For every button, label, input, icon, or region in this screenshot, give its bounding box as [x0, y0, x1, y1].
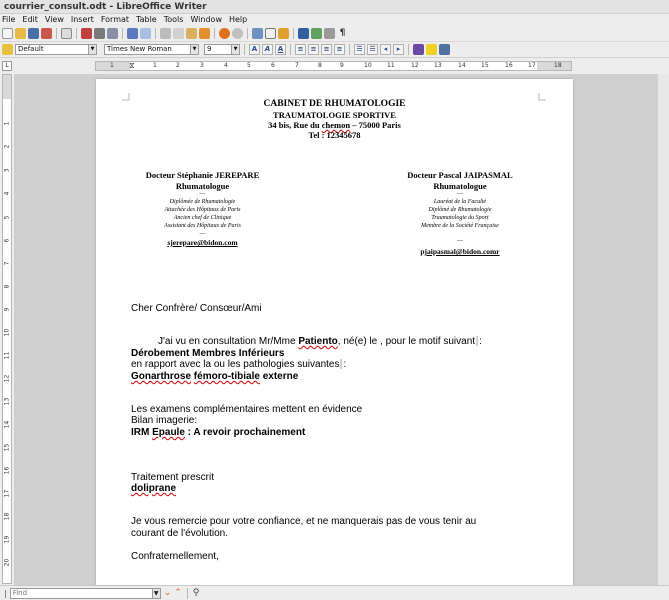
- gallery-icon[interactable]: [311, 28, 322, 39]
- doctor-right-title: Lauréat de la Faculté: [433, 199, 487, 205]
- doctor-left-dash: —: [199, 191, 206, 197]
- toolbar-separator: [56, 28, 57, 39]
- ruler-number: 1: [110, 62, 114, 69]
- doctor-left-specialty: Rhumatologue: [175, 181, 230, 191]
- address-prefix: 34 bis, Rue du: [268, 120, 322, 130]
- decrease-indent-icon[interactable]: ◂: [380, 44, 391, 55]
- ruler-number: 15: [481, 62, 489, 69]
- vertical-scrollbar[interactable]: [657, 74, 669, 585]
- formatting-toolbar: [0, 42, 669, 58]
- ruler-number: 6: [3, 238, 11, 243]
- ruler-number: 1: [3, 121, 11, 126]
- doctor-left-dash: —: [199, 231, 206, 237]
- doctor-right-email-link[interactable]: pjaipasmal@bidon.comr: [420, 247, 500, 256]
- horizontal-ruler[interactable]: [95, 61, 572, 71]
- ruler-number: 2: [176, 62, 180, 69]
- find-input[interactable]: [10, 588, 153, 599]
- autospell-icon[interactable]: [140, 28, 151, 39]
- thanks-line-1: Je vous remercie pour votre confiance, et ne manquerais pas de vous tenir au: [131, 516, 477, 527]
- ruler-number: 5: [3, 215, 11, 220]
- window-title: courrier_consult.odt - LibreOffice Writer: [4, 2, 207, 12]
- menu-file[interactable]: File: [2, 15, 16, 24]
- document-page[interactable]: [96, 79, 573, 585]
- letterhead-address: [96, 120, 573, 130]
- ruler-number: 8: [318, 62, 322, 69]
- doctor-right-email: [380, 247, 540, 256]
- export-icon[interactable]: [41, 28, 52, 39]
- ruler-number: 16: [3, 466, 11, 475]
- find-toolbar: [0, 585, 669, 600]
- address-street: chemon: [321, 120, 351, 130]
- pathology-word: fémoro-tibiale: [193, 371, 260, 382]
- ruler-number: 1: [153, 62, 157, 69]
- print-preview-icon[interactable]: [107, 28, 118, 39]
- toolbar-separator: [155, 28, 156, 39]
- ruler-number: 14: [458, 62, 466, 69]
- menu-insert[interactable]: Insert: [70, 15, 94, 24]
- font-name-select[interactable]: [104, 44, 199, 55]
- background-color-icon[interactable]: [439, 44, 450, 55]
- toolbar-separator: [247, 28, 248, 39]
- consultation-prefix: J'ai vu en consultation Mr/Mme: [158, 336, 299, 347]
- clone-format-icon[interactable]: [199, 28, 210, 39]
- ruler-number: 4: [224, 62, 228, 69]
- ruler-number: 12: [3, 374, 11, 383]
- toolbar-separator: [187, 588, 188, 599]
- toolbar-separator: [293, 28, 294, 39]
- imaging-line: Bilan imagerie:: [131, 415, 198, 426]
- ruler-number: 12: [411, 62, 419, 69]
- chevron-down-icon[interactable]: ▼: [231, 45, 239, 54]
- toolbar-separator: [244, 44, 245, 55]
- motif: Dérobement Membres Inférieurs: [131, 348, 285, 359]
- ruler-number: 6: [271, 62, 275, 69]
- font-size-select[interactable]: [204, 44, 240, 55]
- menu-table[interactable]: Table: [136, 15, 157, 24]
- doctor-right-specialty: Rhumatologue: [433, 181, 487, 191]
- styles-icon[interactable]: [2, 44, 13, 55]
- letterhead-phone: Tel : 12345678: [308, 130, 361, 140]
- doctor-left-title: Attachée des Hôpitaux de Paris: [164, 207, 241, 213]
- data-sources-icon[interactable]: [324, 28, 335, 39]
- align-center-icon[interactable]: ≡: [308, 44, 319, 55]
- consultation-line: [158, 336, 482, 347]
- find-replace-icon[interactable]: ⚲: [192, 588, 200, 598]
- doctor-right-dash: —: [457, 238, 463, 244]
- doctor-left-email-link[interactable]: sjerepare@bidon.com: [167, 238, 238, 247]
- ruler-number: 18: [554, 62, 562, 69]
- toolbar-separator: [408, 44, 409, 55]
- vertical-ruler[interactable]: [2, 74, 12, 584]
- save-icon[interactable]: [28, 28, 39, 39]
- doctor-right-name: Docteur Pascal JAIPASMAL: [407, 170, 513, 180]
- toolbar-separator: [76, 28, 77, 39]
- ruler-number: 8: [3, 284, 11, 289]
- increase-indent-icon[interactable]: ▸: [393, 44, 404, 55]
- ruler-number: 11: [3, 351, 11, 360]
- ruler-number: 20: [3, 558, 11, 567]
- doctor-left-name: Docteur Stéphanie JEREPARE: [145, 170, 260, 180]
- underline-icon[interactable]: A: [275, 44, 286, 55]
- doctor-right-dash: —: [457, 191, 463, 197]
- menu-tools[interactable]: Tools: [163, 15, 184, 24]
- font-size-value: 9: [207, 45, 212, 53]
- patient-name: Patiento: [298, 336, 338, 347]
- pathology-word: Gonarthrose: [131, 371, 192, 382]
- new-document-icon[interactable]: [2, 28, 13, 39]
- doctor-right-title: Diplômé de Rhumatologie: [428, 207, 492, 213]
- menu-edit[interactable]: Edit: [22, 15, 38, 24]
- drug-name: [131, 483, 176, 494]
- menu-window[interactable]: Window: [190, 15, 222, 24]
- window-title-bar: [0, 0, 669, 14]
- pathologies-colon: :: [343, 359, 347, 370]
- ruler-number: 10: [3, 328, 11, 337]
- pathology-diagnosis: [131, 371, 298, 382]
- menu-help[interactable]: Help: [228, 15, 248, 24]
- copy-icon[interactable]: [173, 28, 184, 39]
- ruler-number: 16: [505, 62, 513, 69]
- irm-result: [131, 427, 305, 438]
- address-suffix: – 75000 Paris: [350, 120, 401, 130]
- exams-line: Les examens complémentaires mettent en évidence: [131, 404, 363, 415]
- hyperlink-icon[interactable]: [252, 28, 263, 39]
- show-draw-icon[interactable]: [278, 28, 289, 39]
- doctor-left-title: Diplômée de Rhumatologie: [169, 199, 236, 205]
- ruler-top-margin: [3, 75, 11, 99]
- ruler-number: 4: [3, 191, 11, 196]
- italic-icon[interactable]: A: [262, 44, 273, 55]
- treatment-line: Traitement prescrit: [131, 472, 214, 483]
- doctor-left-title: Ancien chef de Clinique: [173, 215, 232, 221]
- align-left-icon[interactable]: ≡: [295, 44, 306, 55]
- tab-stop-selector-icon[interactable]: L: [2, 61, 12, 71]
- doctor-left-title: Assistant des Hôpitaux de Paris: [164, 223, 241, 229]
- numbering-icon[interactable]: ☰: [354, 44, 365, 55]
- toolbar-separator: [122, 28, 123, 39]
- chevron-down-icon[interactable]: ▼: [88, 45, 96, 54]
- doctor-right-title: Membre de la Société Française: [421, 223, 499, 229]
- ruler-number: 14: [3, 420, 11, 429]
- ruler-number: 17: [528, 62, 536, 69]
- irm-prefix: IRM: [131, 427, 153, 438]
- menu-format[interactable]: Format: [100, 15, 130, 24]
- undo-icon[interactable]: [219, 28, 230, 39]
- irm-body-part: Epaule: [152, 427, 185, 438]
- open-folder-icon[interactable]: [15, 28, 26, 39]
- align-right-icon[interactable]: ≡: [321, 44, 332, 55]
- irm-suffix: : A revoir prochainement: [184, 427, 306, 438]
- horizontal-ruler-row: [0, 59, 669, 73]
- ruler-number: 3: [200, 62, 204, 69]
- doctor-right-title: Traumatologie du Sport: [431, 215, 489, 221]
- letterhead-line-2: TRAUMATOLOGIE SPORTIVE: [273, 110, 396, 120]
- menu-view[interactable]: View: [44, 15, 64, 24]
- align-justify-icon[interactable]: ≡: [334, 44, 345, 55]
- close-find-bar-icon[interactable]: |: [4, 588, 7, 598]
- table-icon[interactable]: [265, 28, 276, 39]
- toolbar-separator: [349, 44, 350, 55]
- highlighting-icon[interactable]: [426, 44, 437, 55]
- ruler-number: 9: [340, 62, 344, 69]
- paragraph-style-select[interactable]: [15, 44, 97, 55]
- ruler-indent-marker-icon[interactable]: ⧖: [129, 61, 135, 70]
- ruler-number: 15: [3, 443, 11, 452]
- pathologies-line: [131, 359, 346, 370]
- find-dropdown-chevron-down-icon[interactable]: ▼: [152, 588, 161, 599]
- find-next-icon[interactable]: ⌄: [163, 588, 172, 598]
- ruler-number: 11: [387, 62, 395, 69]
- pathologies-prefix: en rapport avec la ou les pathologies suivantes: [131, 359, 340, 370]
- thanks-line-2: courant de l'évolution.: [131, 528, 228, 539]
- toolbar-separator: [214, 28, 215, 39]
- ruler-number: 13: [3, 397, 11, 406]
- menu-bar: [0, 14, 669, 26]
- drug-word: doliprane: [131, 483, 177, 494]
- navigator-icon[interactable]: [298, 28, 309, 39]
- edit-file-icon[interactable]: [61, 28, 72, 39]
- text-field-marker[interactable]: [476, 336, 478, 346]
- ruler-number: 7: [3, 261, 11, 266]
- bold-icon[interactable]: A: [249, 44, 260, 55]
- standard-toolbar: [0, 26, 669, 42]
- ruler-number: 5: [247, 62, 251, 69]
- print-icon[interactable]: [94, 28, 105, 39]
- letterhead-line-1: CABINET DE RHUMATOLOGIE: [263, 99, 406, 109]
- ruler-number: 19: [3, 535, 11, 544]
- salutation: Cher Confrère/ Consœur/Ami: [131, 303, 262, 314]
- document-canvas[interactable]: [14, 74, 657, 585]
- consultation-suffix: , né(e) le , pour le motif suivant: [337, 336, 476, 347]
- font-name-value: Times New Roman: [107, 45, 172, 53]
- font-color-icon[interactable]: [413, 44, 424, 55]
- ruler-number: 3: [3, 168, 11, 173]
- spellcheck-icon[interactable]: [127, 28, 138, 39]
- doctor-left-email: [116, 238, 289, 247]
- ruler-number: 7: [295, 62, 299, 69]
- closing-line: Confraternellement,: [131, 551, 219, 562]
- ruler-number: 18: [3, 512, 11, 521]
- find-previous-icon[interactable]: ⌃: [174, 588, 182, 598]
- redo-icon[interactable]: [232, 28, 243, 39]
- consultation-colon: :: [479, 336, 482, 347]
- pdf-export-icon[interactable]: [81, 28, 92, 39]
- cut-icon[interactable]: [160, 28, 171, 39]
- paste-icon[interactable]: [186, 28, 197, 39]
- pathology-word: externe: [259, 371, 299, 382]
- formatting-marks-icon[interactable]: ¶: [337, 28, 348, 39]
- ruler-number: 10: [364, 62, 372, 69]
- ruler-number: 17: [3, 489, 11, 498]
- ruler-number: 13: [434, 62, 442, 69]
- ruler-number: 2: [3, 144, 11, 149]
- toolbar-separator: [290, 44, 291, 55]
- bullets-icon[interactable]: ☰: [367, 44, 378, 55]
- ruler-number: 9: [3, 307, 11, 312]
- paragraph-style-value: Default: [18, 45, 44, 53]
- chevron-down-icon[interactable]: ▼: [190, 45, 198, 54]
